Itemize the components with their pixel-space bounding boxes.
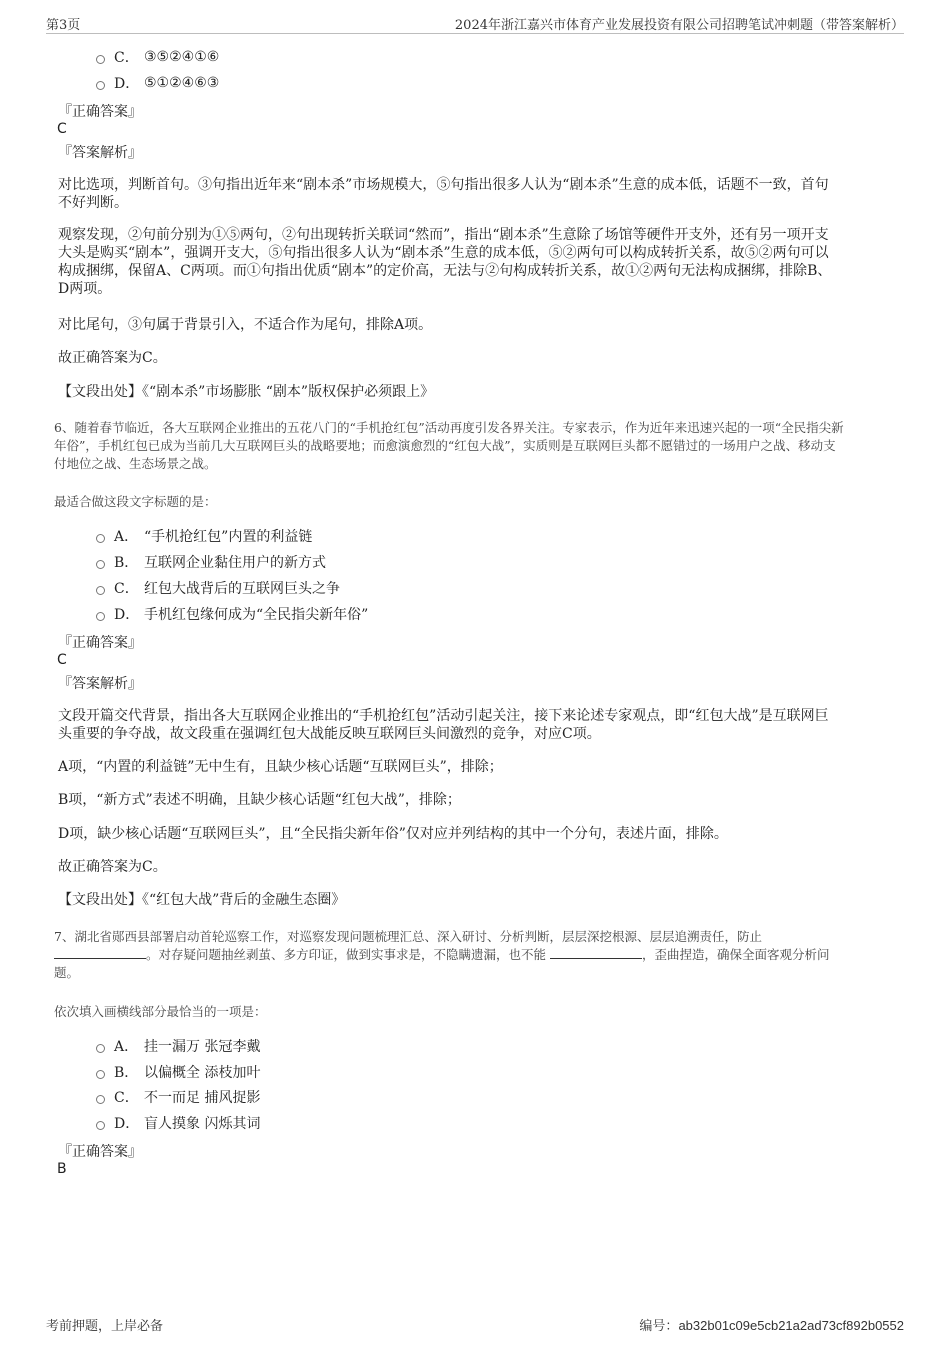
radio-icon[interactable] xyxy=(96,1044,105,1053)
q6-answer: C xyxy=(57,652,67,668)
radio-icon[interactable] xyxy=(96,560,105,569)
q6-option-d[interactable]: D． 手机红包缘何成为“全民指尖新年俗” xyxy=(96,603,368,625)
fill-blank-1 xyxy=(54,946,146,959)
radio-icon[interactable] xyxy=(96,612,105,621)
q6-analysis-paragraph: D项，缺少核心话题“互联网巨头”，且“全民指尖新年俗”仅对应并列结构的其中一个分句，表述片面，排除。 xyxy=(58,826,728,842)
q5-source: 【文段出处】《“剧本杀”市场膨胀 “剧本”版权保护必须跟上》 xyxy=(58,384,435,400)
radio-icon[interactable] xyxy=(96,1095,105,1104)
q6-option-c[interactable]: C． 红包大战背后的互联网巨头之争 xyxy=(96,577,340,599)
q5-answer-label: 『正确答案』 xyxy=(58,104,142,120)
q5-analysis-label: 『答案解析』 xyxy=(58,145,142,161)
q6-analysis-paragraph: B项，“新方式”表述不明确，且缺少核心话题“红包大战”，排除； xyxy=(58,792,461,808)
footer-code: 编号：ab32b01c09e5cb21a2ad73cf892b0552 xyxy=(639,1318,904,1334)
q5-option-c[interactable]: C． ③⑤②④①⑥ xyxy=(96,46,219,68)
q7-option-d[interactable]: D． 盲人摸象 闪烁其词 xyxy=(96,1112,260,1134)
q6-analysis-paragraph: A项，“内置的利益链”无中生有，且缺少核心话题“互联网巨头”，排除； xyxy=(58,759,503,775)
q5-analysis-paragraph: 对比选项，判断首句。③句指出近年来“剧本杀”市场规模大，⑤句指出很多人认为“剧本杀”生意的成本低，话题不一致，首句 不好判断。 xyxy=(58,177,829,211)
radio-icon[interactable] xyxy=(96,55,105,64)
radio-icon[interactable] xyxy=(96,1070,105,1079)
radio-icon[interactable] xyxy=(96,586,105,595)
q7-answer-label: 『正确答案』 xyxy=(58,1144,142,1160)
q7-ask: 依次填入画横线部分最恰当的一项是： xyxy=(54,1004,267,1019)
q6-ask: 最适合做这段文字标题的是： xyxy=(54,494,217,509)
radio-icon[interactable] xyxy=(96,534,105,543)
q6-analysis-label: 『答案解析』 xyxy=(58,676,142,692)
q5-option-d[interactable]: D． ⑤①②④⑥③ xyxy=(96,72,219,94)
q7-option-c[interactable]: C． 不一而足 捕风捉影 xyxy=(96,1086,260,1108)
q5-analysis-paragraph: 观察发现，②句前分别为①⑤两句，②句出现转折关联词“然而”，指出“剧本杀”生意除了场馆等硬件开支外，还有另一项开支 大头是购买“剧本”，强调开支大，⑤句指出很多人认为“剧本杀”生意的成本低，⑤②两句可以构成转折关系，故⑤②两句可以 构成捆绑，保留A、C两项。而①句指出优质“剧本”的定价高，无法与②句构成转折关系，故①②两句无法构成捆绑，排除B、 D两项。 xyxy=(58,227,832,297)
q5-analysis-paragraph: 对比尾句，③句属于背景引入，不适合作为尾句，排除A项。 xyxy=(58,317,433,333)
document-title: 2024年浙江嘉兴市体育产业发展投资有限公司招聘笔试冲刺题（带答案解析） xyxy=(454,18,904,33)
q5-analysis-paragraph: 故正确答案为C。 xyxy=(58,350,167,366)
q6-analysis-paragraph: 文段开篇交代背景，指出各大互联网企业推出的“手机抢红包”活动引起关注，接下来论述专家观点，即“红包大战”是互联网巨 头重要的争夺战，故文段重在强调红包大战能反映互联网巨头间激烈的竞争，对应C项。 xyxy=(58,708,829,742)
q5-answer: C xyxy=(57,121,67,137)
q7-question: 7、湖北省郧西县部署启动首轮巡察工作，对巡察发现问题梳理汇总、深入研讨、分析判断，层层深挖根源、层层追溯责任，防止 。对存疑问题抽丝剥茧、多方印证，做到实事求是，不隐瞒遗漏，也不能 ，歪曲捏造，确保全面客观分析问 题。 xyxy=(54,929,830,980)
footer-slogan: 考前押题，上岸必备 xyxy=(46,1319,164,1334)
q6-answer-label: 『正确答案』 xyxy=(58,635,142,651)
q6-question: 6、随着春节临近，各大互联网企业推出的五花八门的“手机抢红包”活动再度引发各界关注。专家表示，作为近年来迅速兴起的一项“全民指尖新 年俗”，手机红包已成为当前几大互联网巨头的战略要地；而愈演愈烈的“红包大战”，实质则是互联网巨头都不愿错过的一场用户之战、移动支 付地位之战、生态场景之战。 xyxy=(54,420,844,471)
q6-option-a[interactable]: A． “手机抢红包”内置的利益链 xyxy=(96,525,312,547)
page-number: 第3页 xyxy=(46,18,81,33)
header-divider xyxy=(46,33,904,34)
radio-icon[interactable] xyxy=(96,1121,105,1130)
q6-analysis-paragraph: 故正确答案为C。 xyxy=(58,859,167,875)
q7-answer: B xyxy=(57,1161,67,1177)
q7-option-a[interactable]: A． 挂一漏万 张冠李戴 xyxy=(96,1035,260,1057)
radio-icon[interactable] xyxy=(96,81,105,90)
q7-option-b[interactable]: B． 以偏概全 添枝加叶 xyxy=(96,1061,260,1083)
q6-source: 【文段出处】《“红包大战”背后的金融生态圈》 xyxy=(58,892,346,908)
q6-option-b[interactable]: B． 互联网企业黏住用户的新方式 xyxy=(96,551,326,573)
fill-blank-2 xyxy=(550,946,642,959)
